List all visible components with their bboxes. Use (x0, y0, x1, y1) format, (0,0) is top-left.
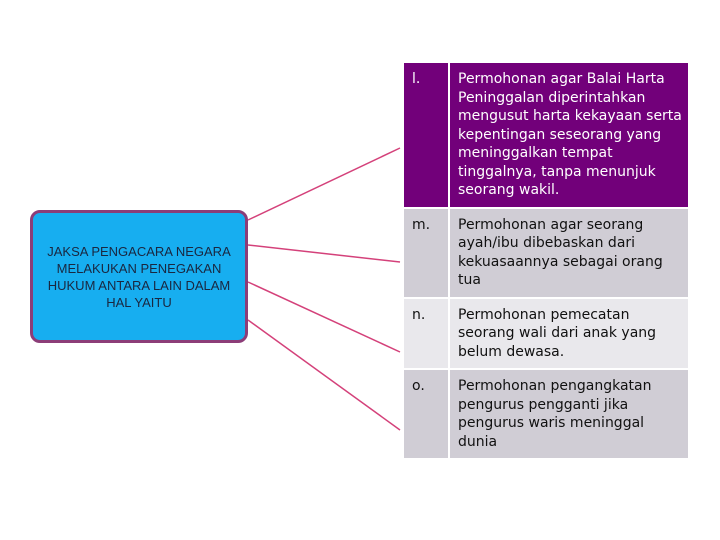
table-row (403, 208, 689, 298)
connector-to-item-l (248, 148, 400, 220)
item-text: Permohonan agar seorang ayah/ibu dibebaskan dari kekuasaannya sebagai orang tua (449, 208, 689, 298)
connector-to-item-m (248, 245, 400, 262)
item-text: Permohonan pemecatan seorang wali dari anak yang belum dewasa. (449, 298, 689, 370)
table-row (403, 369, 689, 459)
table-row (403, 298, 689, 370)
items-table (402, 61, 690, 460)
connector-to-item-n (248, 282, 400, 352)
item-letter: n. (403, 298, 449, 370)
item-letter: m. (403, 208, 449, 298)
item-letter: o. (403, 369, 449, 459)
main-topic-text: JAKSA PENGACARA NEGARA MELAKUKAN PENEGAKAN HUKUM ANTARA LAIN DALAM HAL YAITU (47, 243, 231, 310)
item-text: Permohonan pengangkatan pengurus pengganti jika pengurus waris meninggal dunia (449, 369, 689, 459)
table-row (403, 62, 689, 208)
item-letter: l. (403, 62, 449, 208)
connector-to-item-o (248, 320, 400, 430)
item-text: Permohonan agar Balai Harta Peninggalan diperintahkan mengusut harta kekayaan serta kepentingan seseorang yang meninggalkan tempat tinggalnya, tanpa menunjuk seorang wakil. (449, 62, 689, 208)
main-topic-box (30, 210, 248, 343)
